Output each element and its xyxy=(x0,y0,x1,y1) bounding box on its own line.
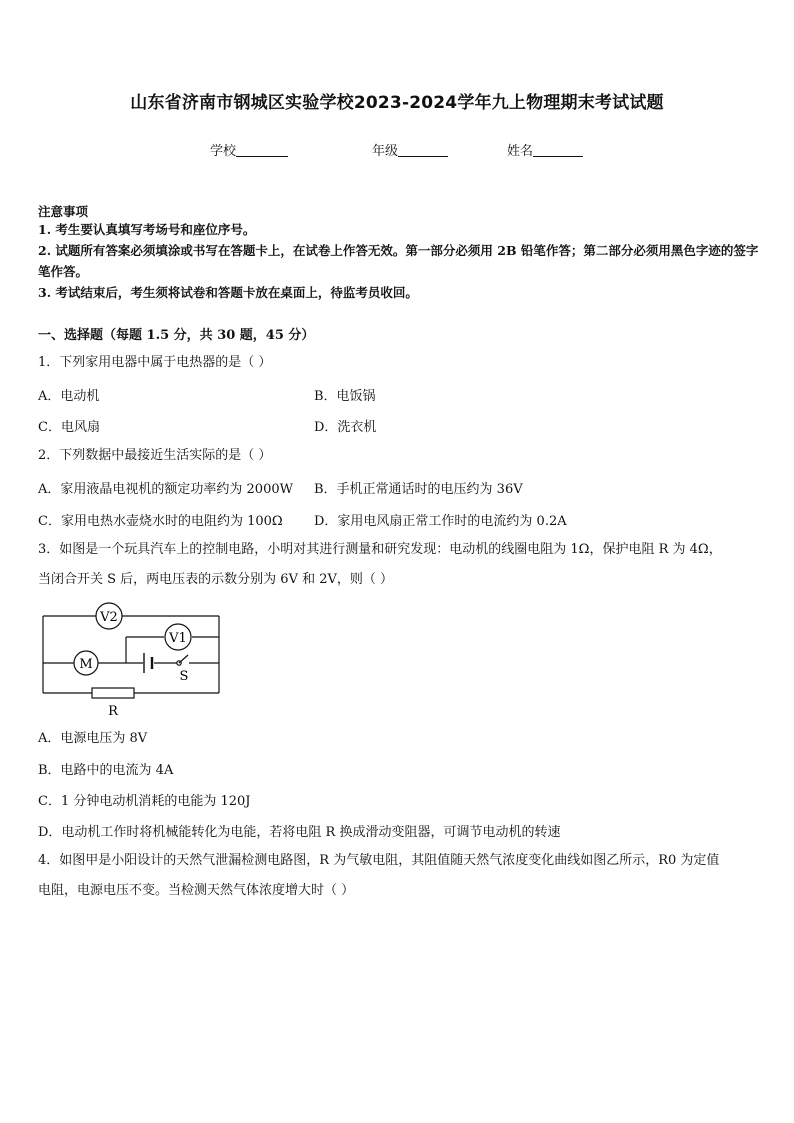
resistor-icon xyxy=(92,688,134,698)
switch-icon xyxy=(177,655,188,665)
page-title: 山东省济南市钢城区实验学校2023-2024学年九上物理期末考试试题 xyxy=(130,93,664,113)
note-item: 1. 考生要认真填写考场号和座位序号。 xyxy=(38,222,256,237)
q2-option-b[interactable]: B．手机正常通话时的电压约为 36V xyxy=(314,482,523,497)
school-label: 学校 xyxy=(210,144,237,159)
question-4-stem-line1: 4．如图甲是小阳设计的天然气泄漏检测电路图，R 为气敏电阻，其阻值随天然气浓度变化曲线如图乙所示，R0 为定值 xyxy=(38,853,720,868)
section-heading: 一、选择题（每题 1.5 分，共 30 题，45 分） xyxy=(38,328,315,343)
battery-icon xyxy=(144,653,152,673)
q3-option-a[interactable]: A．电源电压为 8V xyxy=(38,731,148,746)
notes-list xyxy=(38,219,760,303)
question-3-stem-line1: 3．如图是一个玩具汽车上的控制电路，小明对其进行测量和研究发现：电动机的线圈电阻为 1Ω，保护电阻 R 为 4Ω， xyxy=(38,542,722,557)
v1-label: V1 xyxy=(169,631,187,646)
q1-option-b[interactable]: B．电饭锅 xyxy=(314,389,376,404)
question-3-stem-line2: 当闭合开关 S 后，两电压表的示数分别为 6V 和 2V，则（ ） xyxy=(38,572,394,587)
motor-label: M xyxy=(79,657,93,672)
question-1-stem: 1．下列家用电器中属于电热器的是（ ） xyxy=(38,355,272,370)
note-item: 2. 试题所有答案必须填涂或书写在答题卡上，在试卷上作答无效。第一部分必须用 2B 铅笔作答；第二部分必须用黑色字迹的签字笔作答。 xyxy=(38,243,759,279)
name-field xyxy=(507,140,583,159)
resistor-label: R xyxy=(108,704,118,719)
q2-option-d[interactable]: D．家用电风扇正常工作时的电流约为 0.2A xyxy=(314,514,567,529)
q1-option-d[interactable]: D．洗衣机 xyxy=(314,420,377,435)
notes-heading: 注意事项 xyxy=(38,204,89,219)
q2-option-a[interactable]: A．家用液晶电视机的额定功率约为 2000W xyxy=(38,482,293,497)
grade-blank[interactable] xyxy=(398,144,448,157)
q1-option-a[interactable]: A．电动机 xyxy=(38,389,100,404)
q3-option-c[interactable]: C．1 分钟电动机消耗的电能为 120J xyxy=(38,794,251,809)
q3-option-d[interactable]: D．电动机工作时将机械能转化为电能，若将电阻 R 换成滑动变阻器，可调节电动机的转速 xyxy=(38,825,561,840)
question-2-stem: 2．下列数据中最接近生活实际的是（ ） xyxy=(38,448,272,463)
note-item: 3. 考试结束后，考生须将试卷和答题卡放在桌面上，待监考员收回。 xyxy=(38,285,418,300)
circuit-diagram xyxy=(36,600,236,722)
q2-option-c[interactable]: C．家用电热水壶烧水时的电阻约为 100Ω xyxy=(38,514,283,529)
switch-label: S xyxy=(179,669,189,684)
name-blank[interactable] xyxy=(533,144,583,157)
school-blank[interactable] xyxy=(236,144,288,157)
grade-field xyxy=(372,140,448,159)
q1-option-c[interactable]: C．电风扇 xyxy=(38,420,100,435)
v2-label: V2 xyxy=(100,610,118,625)
q3-option-b[interactable]: B．电路中的电流为 4A xyxy=(38,763,174,778)
question-4-stem-line2: 电阻，电源电压不变。当检测天然气体浓度增大时（ ） xyxy=(38,883,355,898)
school-field xyxy=(210,140,288,159)
grade-label: 年级 xyxy=(372,144,399,159)
name-label: 姓名 xyxy=(507,144,534,159)
